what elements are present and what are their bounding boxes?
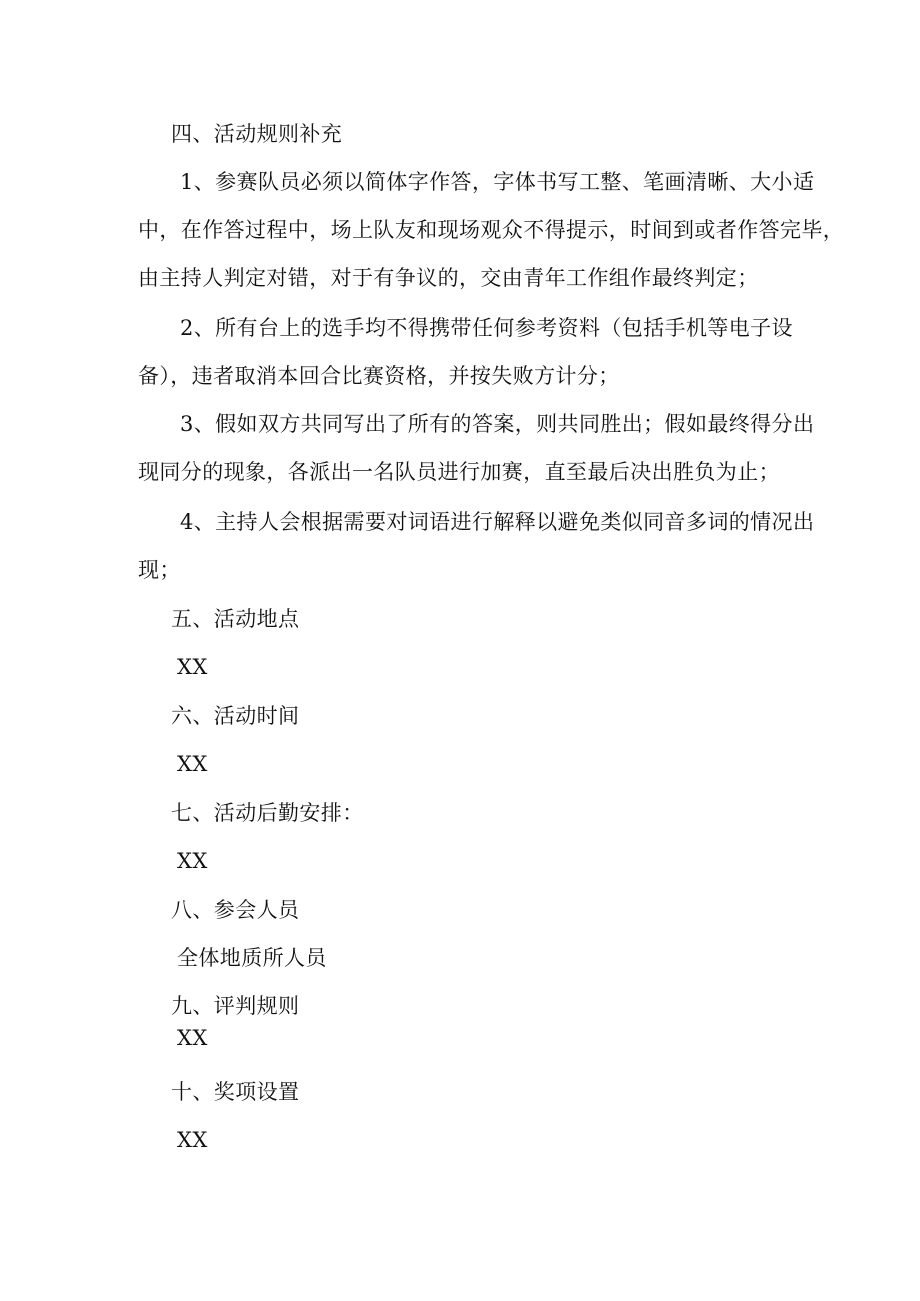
section-7-heading: 七、活动后勤安排： xyxy=(171,801,364,825)
rule-1-line-2: 中，在作答过程中，场上队友和现场观众不得提示，时间到或者作答完毕， xyxy=(138,218,845,242)
section-10-value: XX xyxy=(177,1128,208,1152)
section-5-value: XX xyxy=(177,655,208,679)
section-9-heading: 九、评判规则 xyxy=(171,994,300,1018)
section-8-heading: 八、参会人员 xyxy=(171,898,300,922)
rule-4-line-1: 4、主持人会根据需要对词语进行解释以避免类似同音多词的情况出 xyxy=(180,510,815,534)
rule-3-line-1: 3、假如双方共同写出了所有的答案，则共同胜出；假如最终得分出 xyxy=(180,412,815,436)
rule-1-line-3: 由主持人判定对错，对于有争议的，交由青年工作组作最终判定； xyxy=(138,266,759,290)
rule-1-line-1: 1、参赛队员必须以简体字作答，字体书写工整、笔画清晰、大小适 xyxy=(180,170,815,194)
section-4-heading: 四、活动规则补充 xyxy=(171,122,343,146)
section-10-heading: 十、奖项设置 xyxy=(171,1080,300,1104)
rule-2-line-1: 2、所有台上的选手均不得携带任何参考资料（包括手机等电子设 xyxy=(180,316,793,340)
section-9-value: XX xyxy=(177,1026,208,1050)
rule-3-line-2: 现同分的现象，各派出一名队员进行加赛，直至最后决出胜负为止； xyxy=(138,460,780,484)
rule-2-line-2: 备），违者取消本回合比赛资格，并按失败方计分； xyxy=(138,364,620,388)
section-7-value: XX xyxy=(177,849,208,873)
rule-4-line-2: 现； xyxy=(138,558,181,582)
section-6-heading: 六、活动时间 xyxy=(171,704,300,728)
section-8-value: 全体地质所人员 xyxy=(177,946,327,970)
section-5-heading: 五、活动地点 xyxy=(171,607,300,631)
section-6-value: XX xyxy=(177,752,208,776)
